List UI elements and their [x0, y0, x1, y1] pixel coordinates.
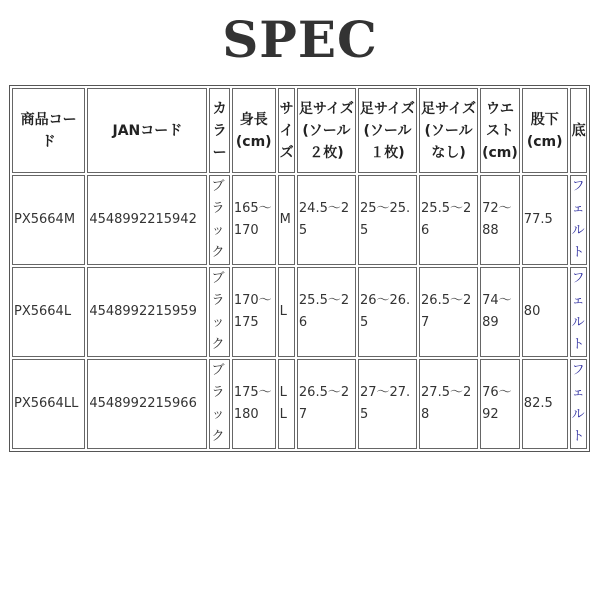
header-row	[12, 88, 587, 173]
inseam-cell: 80	[522, 267, 568, 357]
table-row	[12, 359, 587, 449]
height-cell: 170〜175	[232, 267, 276, 357]
color-cell: ブラック	[209, 359, 229, 449]
inseam-cell: 77.5	[522, 175, 568, 265]
waist-cell: 72〜88	[480, 175, 520, 265]
sole-cell: フェルト	[570, 175, 587, 265]
header-waist: ウエスト(cm)	[480, 88, 520, 173]
sole-cell: フェルト	[570, 359, 587, 449]
header-size: サイズ	[278, 88, 295, 173]
foot-size-two-soles-cell: 26.5〜27	[297, 359, 356, 449]
product-code-cell: PX5664LL	[12, 359, 85, 449]
color-cell: ブラック	[209, 267, 229, 357]
header-color: カラー	[209, 88, 229, 173]
waist-cell: 76〜92	[480, 359, 520, 449]
size-cell: L	[278, 267, 295, 357]
table-row	[12, 175, 587, 265]
height-cell: 165〜170	[232, 175, 276, 265]
header-product-code: 商品コード	[12, 88, 85, 173]
color-cell: ブラック	[209, 175, 229, 265]
header-foot-size-two-soles: 足サイズ (ソール２枚)	[297, 88, 356, 173]
waist-cell: 74〜89	[480, 267, 520, 357]
foot-size-one-sole-cell: 26〜26.5	[358, 267, 417, 357]
foot-size-no-sole-cell: 25.5〜26	[419, 175, 478, 265]
header-height: 身長(cm)	[232, 88, 276, 173]
product-code-cell: PX5664M	[12, 175, 85, 265]
foot-size-two-soles-cell: 25.5〜26	[297, 267, 356, 357]
header-sole: 底	[570, 88, 587, 173]
foot-size-no-sole-cell: 26.5〜27	[419, 267, 478, 357]
jan-code-cell: 4548992215959	[87, 267, 207, 357]
size-cell: LL	[278, 359, 295, 449]
table-row	[12, 267, 587, 357]
foot-size-one-sole-cell: 27〜27.5	[358, 359, 417, 449]
foot-size-two-soles-cell: 24.5〜25	[297, 175, 356, 265]
foot-size-one-sole-cell: 25〜25.5	[358, 175, 417, 265]
jan-code-cell: 4548992215942	[87, 175, 207, 265]
jan-code-cell: 4548992215966	[87, 359, 207, 449]
foot-size-no-sole-cell: 27.5〜28	[419, 359, 478, 449]
size-cell: M	[278, 175, 295, 265]
header-jan-code: JANコード	[87, 88, 207, 173]
spec-table	[9, 85, 590, 452]
inseam-cell: 82.5	[522, 359, 568, 449]
page-title: SPEC	[222, 10, 378, 69]
header-foot-size-one-sole: 足サイズ (ソール１枚)	[358, 88, 417, 173]
header-foot-size-no-sole: 足サイズ (ソールなし)	[419, 88, 478, 173]
product-code-cell: PX5664L	[12, 267, 85, 357]
height-cell: 175〜180	[232, 359, 276, 449]
sole-cell: フェルト	[570, 267, 587, 357]
header-inseam: 股下(cm)	[522, 88, 568, 173]
